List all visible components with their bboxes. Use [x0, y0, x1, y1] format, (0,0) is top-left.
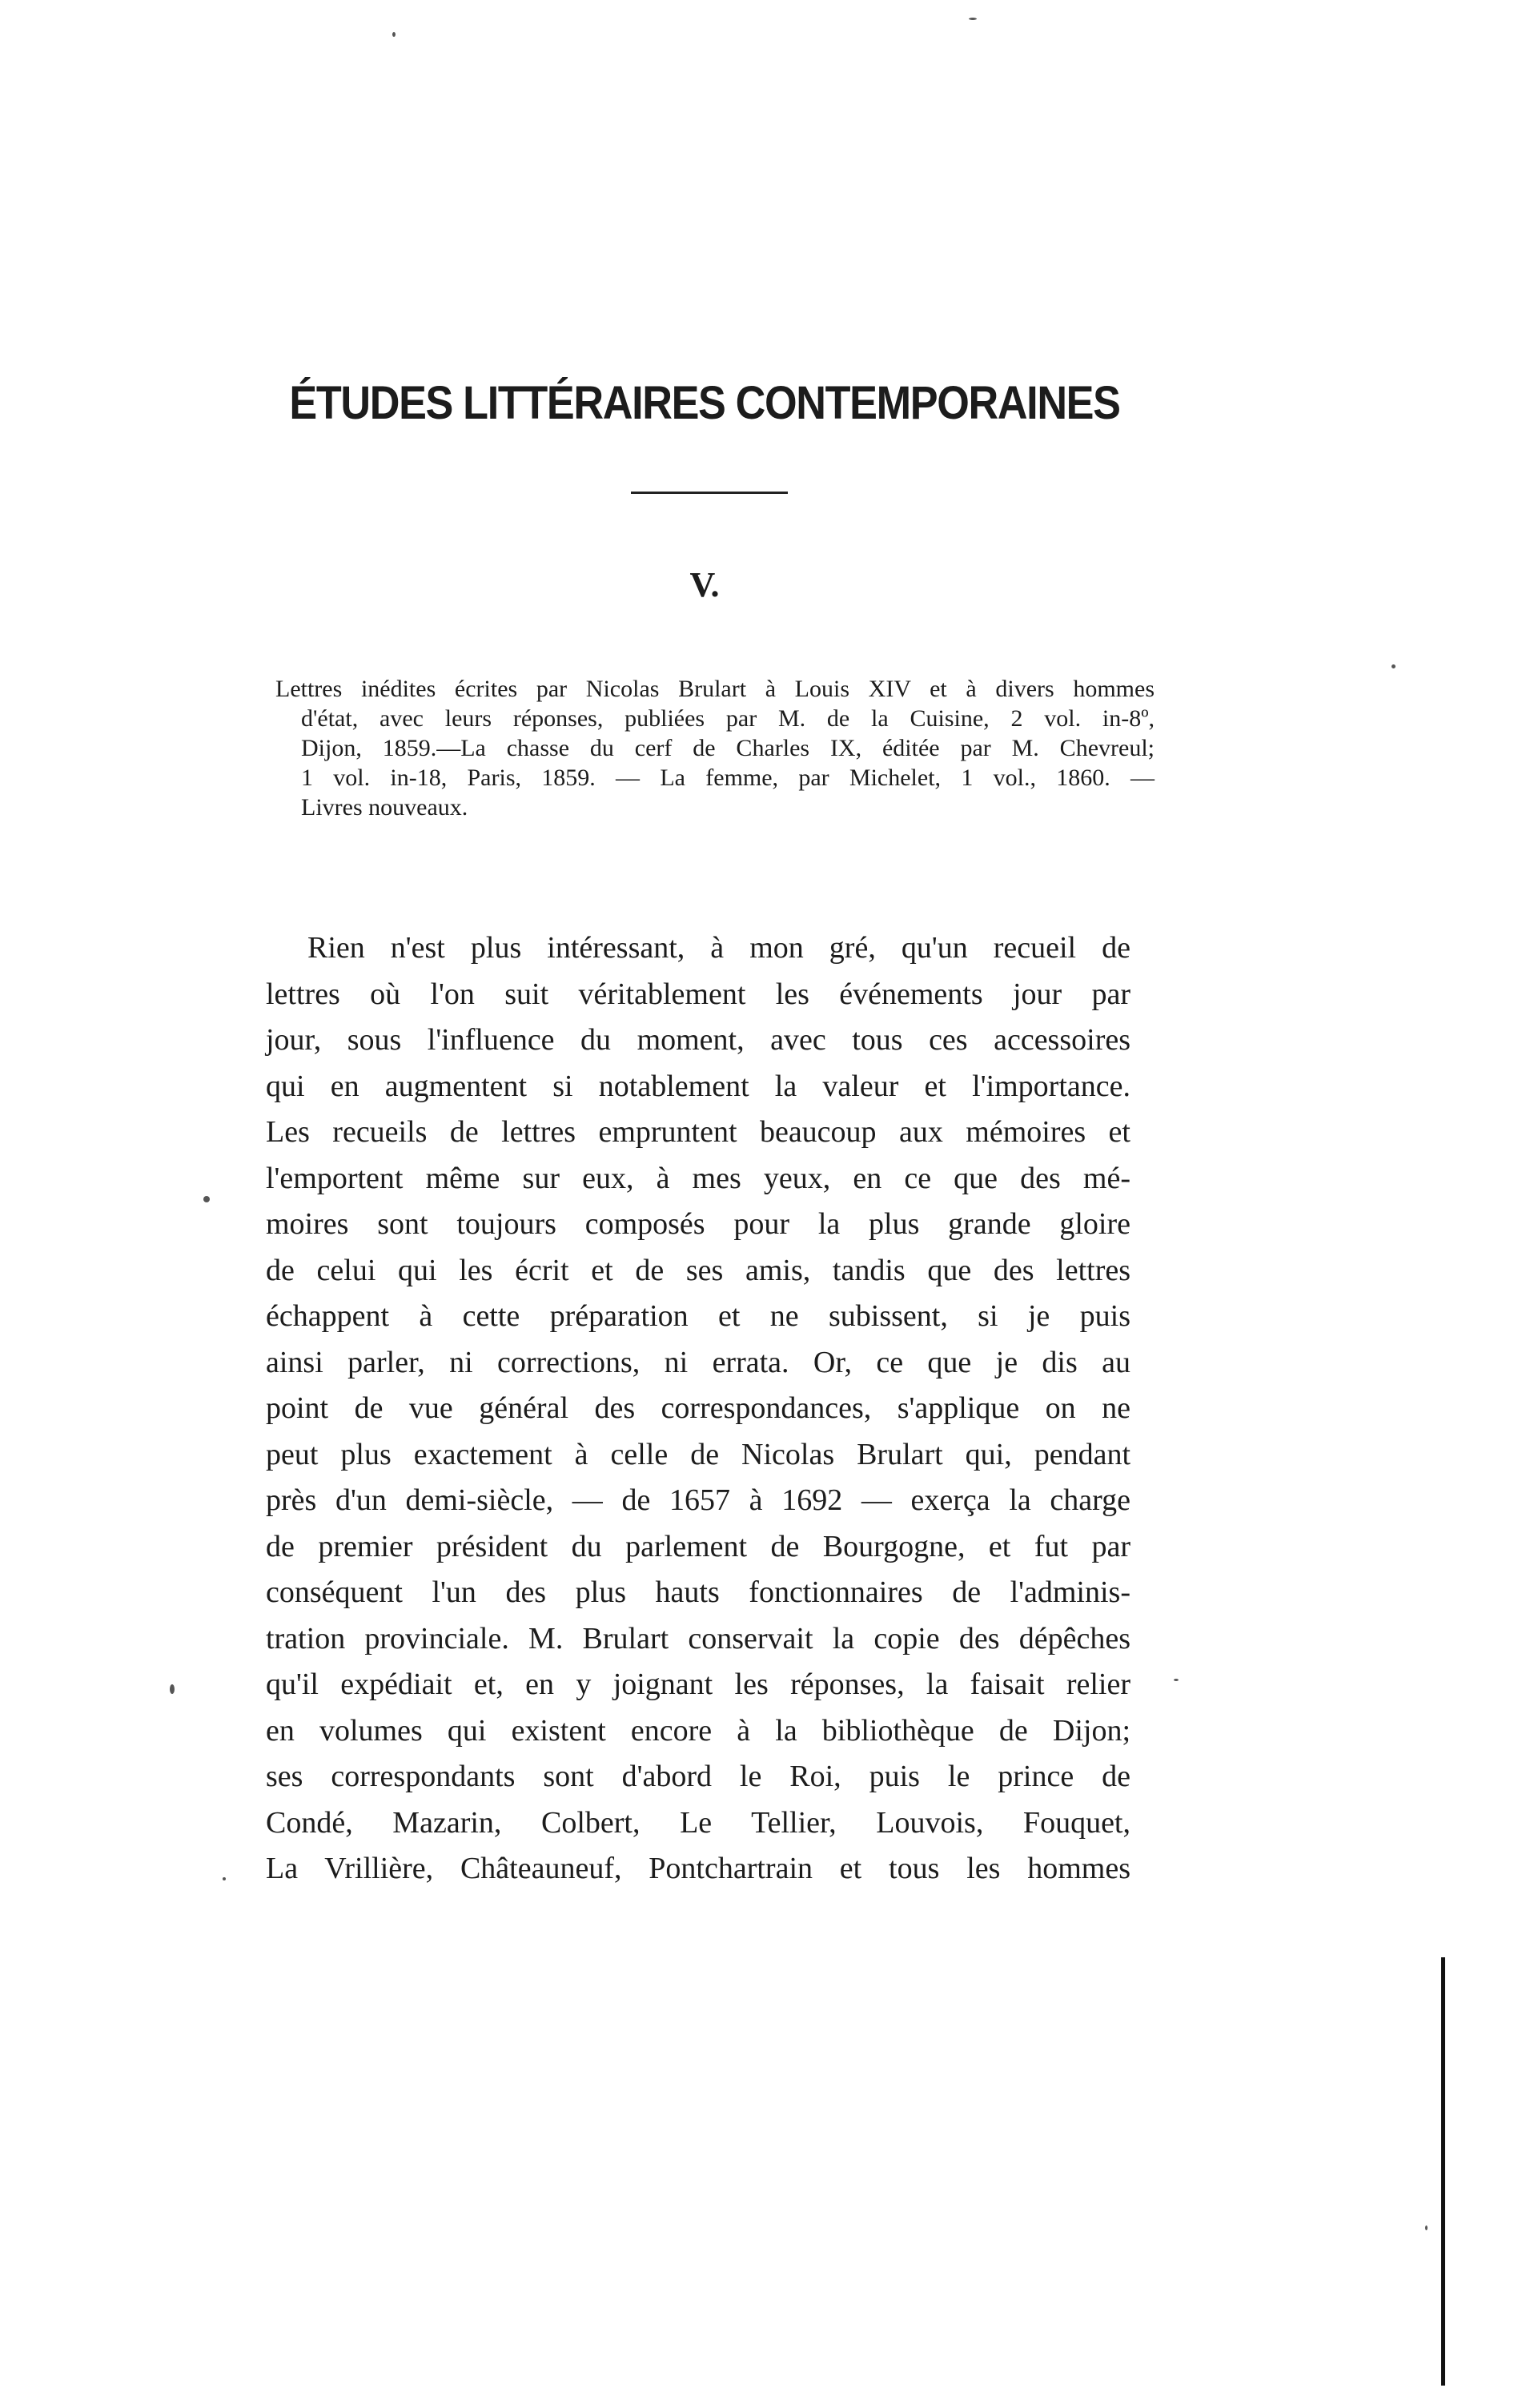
body-line: de celui qui les écrit et de ses amis, tandis que des lettres: [266, 1253, 1130, 1287]
summary-line: d'état, avec leurs réponses, publiées par M. de la Cuisine, 2 vol. in-8º,: [301, 705, 1155, 732]
body-line: l'emportent même sur eux, à mes yeux, en ce que des mé-: [266, 1161, 1130, 1195]
scan-speck: [1425, 2225, 1428, 2230]
scan-speck: [170, 1684, 175, 1694]
body-line: échappent à cette préparation et ne subissent, si je puis: [266, 1299, 1130, 1333]
body-line: de premier président du parlement de Bourgogne, et fut par: [266, 1529, 1130, 1563]
scan-speck: [392, 32, 396, 37]
body-line: peut plus exactement à celle de Nicolas Brulart qui, pendant: [266, 1437, 1130, 1471]
body-line: Les recueils de lettres empruntent beaucoup aux mémoires et: [266, 1115, 1130, 1149]
scan-speck: [1174, 1679, 1179, 1681]
scan-speck: [223, 1877, 226, 1880]
chapter-summary: [275, 674, 1155, 822]
scan-speck: [1391, 664, 1396, 668]
scan-speck: [969, 18, 977, 20]
body-line: point de vue général des correspondances, s'applique on ne: [266, 1391, 1130, 1425]
body-line: conséquent l'un des plus hauts fonctionnaires de l'adminis-: [266, 1575, 1130, 1609]
page-title: ÉTUDES LITTÉRAIRES CONTEMPORAINES: [289, 377, 1120, 429]
body-line: en volumes qui existent encore à la bibliothèque de Dijon;: [266, 1713, 1130, 1748]
body-paragraph: [266, 925, 1130, 1892]
scan-speck: [203, 1196, 210, 1202]
body-line: lettres où l'on suit véritablement les événements jour par: [266, 977, 1130, 1011]
summary-line: Lettres inédites écrites par Nicolas Brulart à Louis XIV et à divers hommes: [275, 676, 1155, 702]
summary-line: 1 vol. in-18, Paris, 1859. — La femme, par Michelet, 1 vol., 1860. —: [301, 765, 1155, 791]
body-line: Condé, Mazarin, Colbert, Le Tellier, Louvois, Fouquet,: [266, 1805, 1130, 1840]
body-line: près d'un demi-siècle, — de 1657 à 1692 — exerça la charge: [266, 1483, 1130, 1517]
body-line: qu'il expédiait et, en y joignant les réponses, la faisait relier: [266, 1668, 1130, 1701]
body-line: Rien n'est plus intéressant, à mon gré, qu'un recueil de: [307, 931, 1130, 965]
body-line: moires sont toujours composés pour la plus grande gloire: [266, 1207, 1130, 1241]
section-number: V.: [689, 565, 720, 604]
summary-line: Livres nouveaux.: [301, 794, 468, 821]
body-line: ainsi parler, ni corrections, ni errata. Or, ce que je dis au: [266, 1345, 1130, 1379]
summary-line: Dijon, 1859.—La chasse du cerf de Charles IX, éditée par M. Chevreul;: [301, 735, 1155, 761]
body-line: tration provinciale. M. Brulart conservait la copie des dépêches: [266, 1621, 1130, 1656]
scan-edge-mark: [1441, 1957, 1445, 2386]
body-line: La Vrillière, Châteauneuf, Pontchartrain et tous les hommes: [266, 1852, 1130, 1885]
body-line: ses correspondants sont d'abord le Roi, puis le prince de: [266, 1760, 1130, 1793]
body-line: qui en augmentent si notablement la valeur et l'importance.: [266, 1069, 1130, 1103]
title-divider: [631, 492, 788, 494]
body-line: jour, sous l'influence du moment, avec tous ces accessoires: [266, 1023, 1130, 1057]
